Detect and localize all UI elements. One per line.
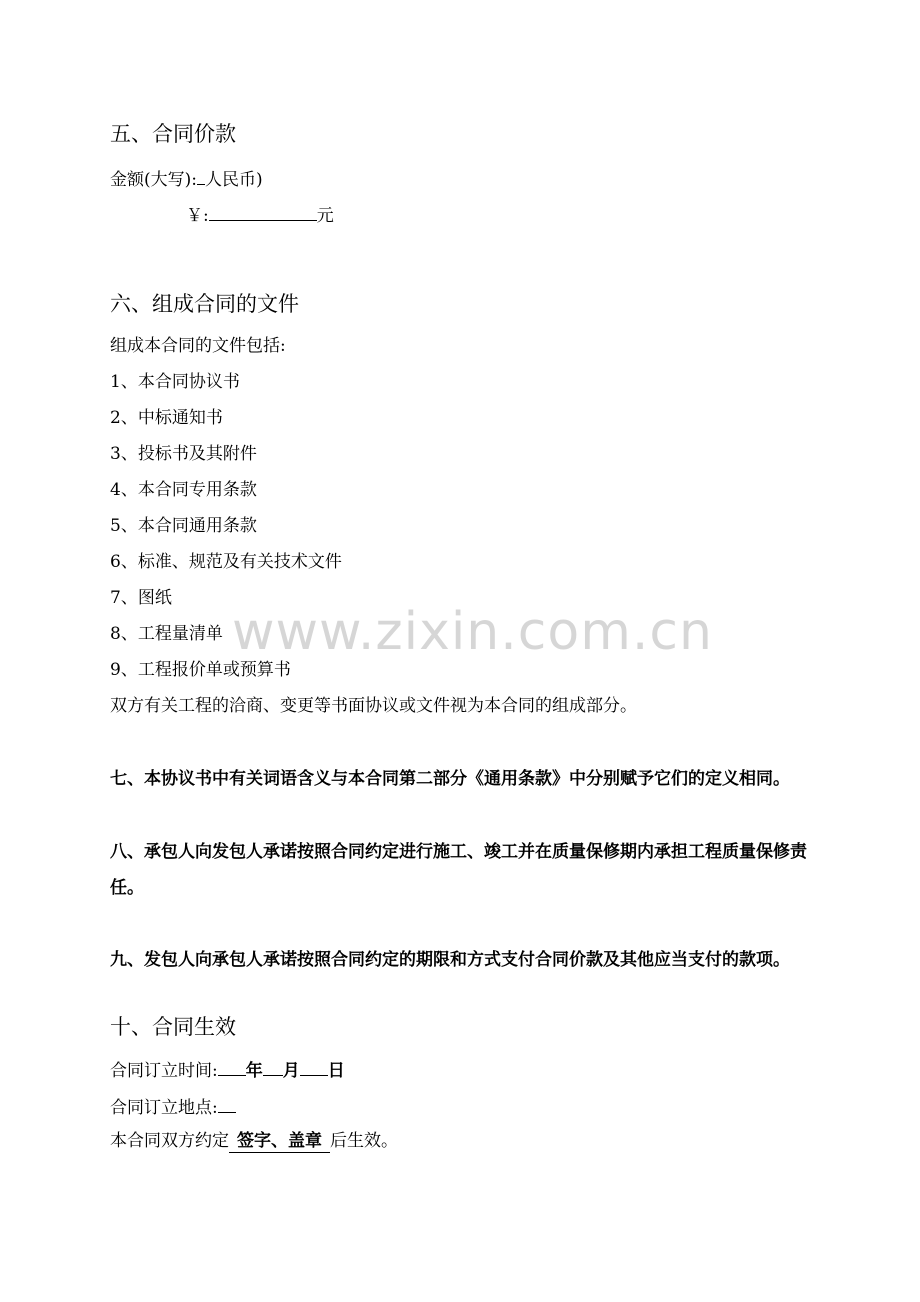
section9-text: 九、发包人向承包人承诺按照合同约定的期限和方式支付合同价款及其他应当支付的款项。 <box>110 950 790 970</box>
effect-line <box>110 1130 398 1152</box>
section5-title: 五、合同价款 <box>110 122 236 146</box>
day-blank <box>300 1057 328 1076</box>
amount-blank <box>197 166 205 185</box>
list-item: 5、本合同通用条款 <box>110 516 257 536</box>
year-blank <box>218 1057 246 1076</box>
section10-title: 十、合同生效 <box>110 1015 236 1039</box>
amount-value: 人民币) <box>205 170 263 190</box>
amount-label: 金额(大写): <box>110 170 197 190</box>
list-item: 4、本合同专用条款 <box>110 480 257 500</box>
effect-value: 签字、盖章 <box>229 1131 330 1153</box>
date-line <box>110 1057 345 1082</box>
year-label: 年 <box>245 1061 263 1081</box>
month-label: 月 <box>282 1061 300 1081</box>
section8-text: 八、承包人向发包人承诺按照合同约定进行施工、竣工并在质量保修期内承担工程质量保修责任。 <box>110 842 807 898</box>
section6-intro: 组成本合同的文件包括: <box>110 336 286 356</box>
watermark-text: www.zixin.com.cn <box>232 602 713 662</box>
list-item: 9、工程报价单或预算书 <box>110 660 291 680</box>
section6-closing: 双方有关工程的洽商、变更等书面协议或文件视为本合同的组成部分。 <box>110 696 637 716</box>
day-label: 日 <box>327 1061 345 1081</box>
list-item: 3、投标书及其附件 <box>110 444 257 464</box>
place-line <box>110 1094 236 1119</box>
place-blank <box>218 1094 236 1113</box>
yen-unit: 元 <box>316 206 334 226</box>
yen-blank <box>209 202 317 221</box>
effect-suffix: 后生效。 <box>330 1131 398 1151</box>
list-item: 1、本合同协议书 <box>110 372 240 392</box>
yen-label: ￥: <box>186 206 209 226</box>
list-item: 7、图纸 <box>110 588 172 608</box>
section7-text: 七、本协议书中有关词语含义与本合同第二部分《通用条款》中分别赋予它们的定义相同。 <box>110 769 790 789</box>
month-blank <box>263 1057 283 1076</box>
place-label: 合同订立地点: <box>110 1098 218 1118</box>
effect-prefix: 本合同双方约定 <box>110 1131 229 1151</box>
section6-title: 六、组成合同的文件 <box>110 292 299 316</box>
amount-line <box>110 166 263 191</box>
yen-line <box>186 202 334 227</box>
list-item: 8、工程量清单 <box>110 624 223 644</box>
list-item: 6、标准、规范及有关技术文件 <box>110 552 342 572</box>
date-label: 合同订立时间: <box>110 1061 218 1081</box>
list-item: 2、中标通知书 <box>110 408 223 428</box>
